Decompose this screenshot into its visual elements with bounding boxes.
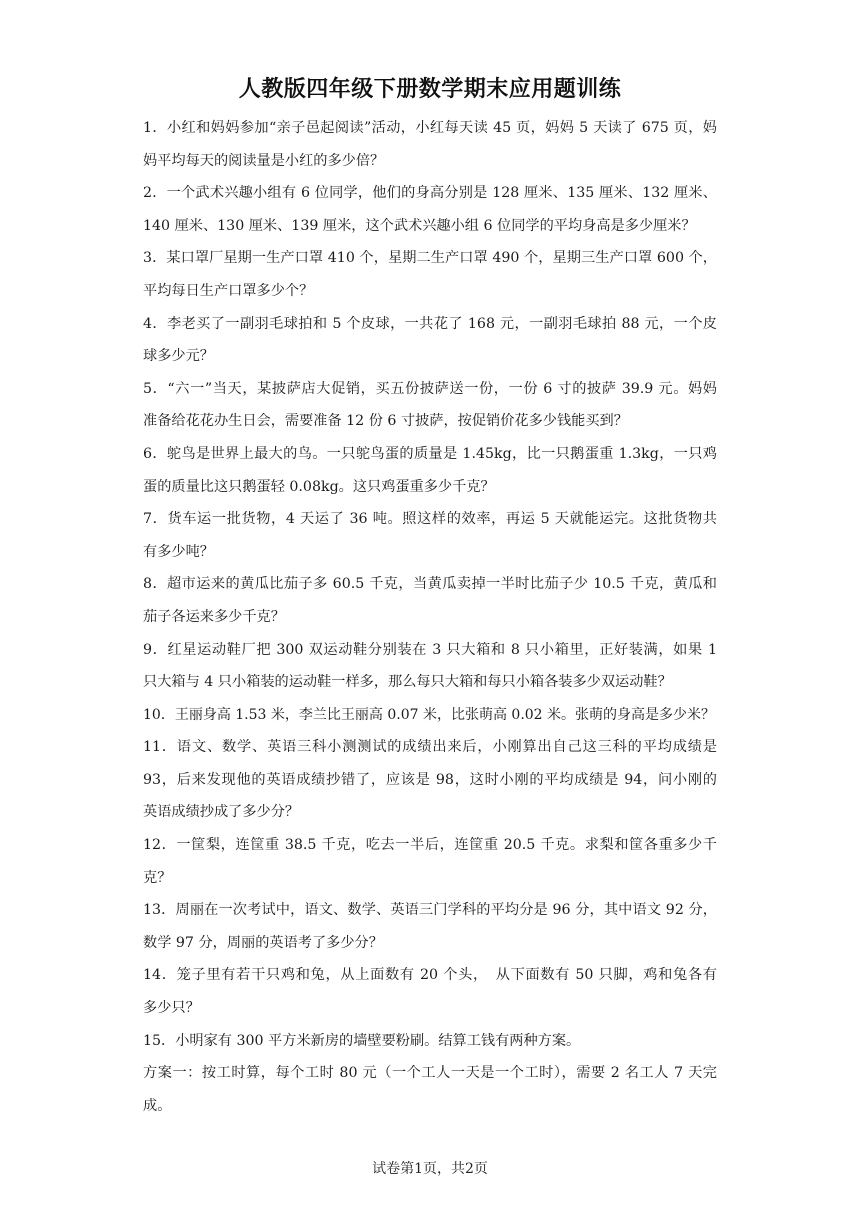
q8-line-1: 8．超市运来的黄瓜比茄子多 60.5 千克，当黄瓜卖掉一半时比茄子少 10.5 千克，黄瓜和 [143, 576, 717, 593]
q14-line-1: 14．笼子里有若干只鸡和兔，从上面数有 20 个头， 从下面数有 50 只脚，鸡和兔各有 [143, 967, 717, 984]
q1-line-2: 妈平均每天的阅读量是小红的多少倍？ [143, 152, 385, 169]
q13-line-2: 数学 97 分，周丽的英语考了多少分？ [143, 934, 383, 951]
q11-line-2: 93，后来发现他的英语成绩抄错了，应该是 98，这时小刚的平均成绩是 94，问小刚的 [143, 771, 717, 788]
question-list [143, 112, 717, 1122]
q11-line-3: 英语成绩抄成了多少分？ [143, 804, 300, 821]
page-title: 人教版四年级下册数学期末应用题训练 [238, 77, 622, 102]
q12-line-2: 克？ [143, 869, 172, 886]
q2-line-2: 140 厘米、130 厘米、139 厘米，这个武术兴趣小组 6 位同学的平均身高是多少厘米？ [143, 217, 696, 234]
q8-line-2: 茄子各运来多少千克？ [143, 608, 285, 625]
q15-plan1-line-2: 成。 [143, 1097, 172, 1114]
q9-line-2: 只大箱与 4 只小箱装的运动鞋一样多，那么每只大箱和每只小箱各装多少双运动鞋？ [143, 674, 672, 691]
q15-line-1: 15．小明家有 300 平方米新房的墙壁要粉刷。结算工钱有两种方案。 [143, 1032, 581, 1049]
q4-line-1: 4．李老买了一副羽毛球拍和 5 个皮球，一共花了 168 元，一副羽毛球拍 88 元，一个皮 [143, 315, 717, 332]
q9-line-1: 9．红星运动鞋厂把 300 双运动鞋分别装在 3 只大箱和 8 只小箱里，正好装满，如果 1 [143, 641, 717, 658]
q7-line-1: 7．货车运一批货物，4 天运了 36 吨。照这样的效率，再运 5 天就能运完。这批货物共 [143, 511, 717, 528]
q12-line-1: 12．一筐梨，连筐重 38.5 千克，吃去一半后，连筐重 20.5 千克。求梨和筐各重多少千 [143, 837, 717, 854]
q15-plan1-line-1: 方案一：按工时算，每个工时 80 元（一个工人一天是一个工时），需要 2 名工人 7 天完 [143, 1065, 717, 1082]
q11-line-1: 11．语文、数学、英语三科小测测试的成绩出来后，小刚算出自己这三科的平均成绩是 [143, 739, 717, 756]
q6-line-2: 蛋的质量比这只鹅蛋轻 0.08kg。这只鸡蛋重多少千克？ [143, 478, 495, 495]
q2-line-1: 2．一个武术兴趣小组有 6 位同学，他们的身高分别是 128 厘米、135 厘米、132 厘米、 [143, 185, 717, 202]
q13-line-1: 13．周丽在一次考试中，语文、数学、英语三门学科的平均分是 96 分，其中语文 92 分， [143, 902, 717, 919]
q10-line-1: 10．王丽身高 1.53 米，李兰比王丽高 0.07 米，比张萌高 0.02 米。张萌的身高是多少米？ [143, 706, 716, 723]
q7-line-2: 有多少吨？ [143, 543, 214, 560]
q5-line-1: 5．“六一”当天，某披萨店大促销，买五份披萨送一份，一份 6 寸的披萨 39.9 元。妈妈 [143, 380, 717, 397]
q6-line-1: 6．鸵鸟是世界上最大的鸟。一只鸵鸟蛋的质量是 1.45kg，比一只鹅蛋重 1.3kg，一只鸡 [143, 445, 717, 462]
q3-line-2: 平均每日生产口罩多少个？ [143, 282, 314, 299]
page-footer: 试卷第1页，共2页 [372, 1161, 488, 1177]
q4-line-2: 球多少元？ [143, 348, 214, 365]
q3-line-1: 3．某口罩厂星期一生产口罩 410 个，星期二生产口罩 490 个，星期三生产口罩 600 个， [143, 250, 717, 267]
q1-line-1: 1．小红和妈妈参加“亲子邑起阅读”活动，小红每天读 45 页，妈妈 5 天读了 675 页，妈 [143, 120, 717, 136]
q5-line-2: 准备给花花办生日会，需要准备 12 份 6 寸披萨，按促销价花多少钱能买到？ [143, 413, 628, 430]
q14-line-2: 多少只？ [143, 1000, 200, 1017]
